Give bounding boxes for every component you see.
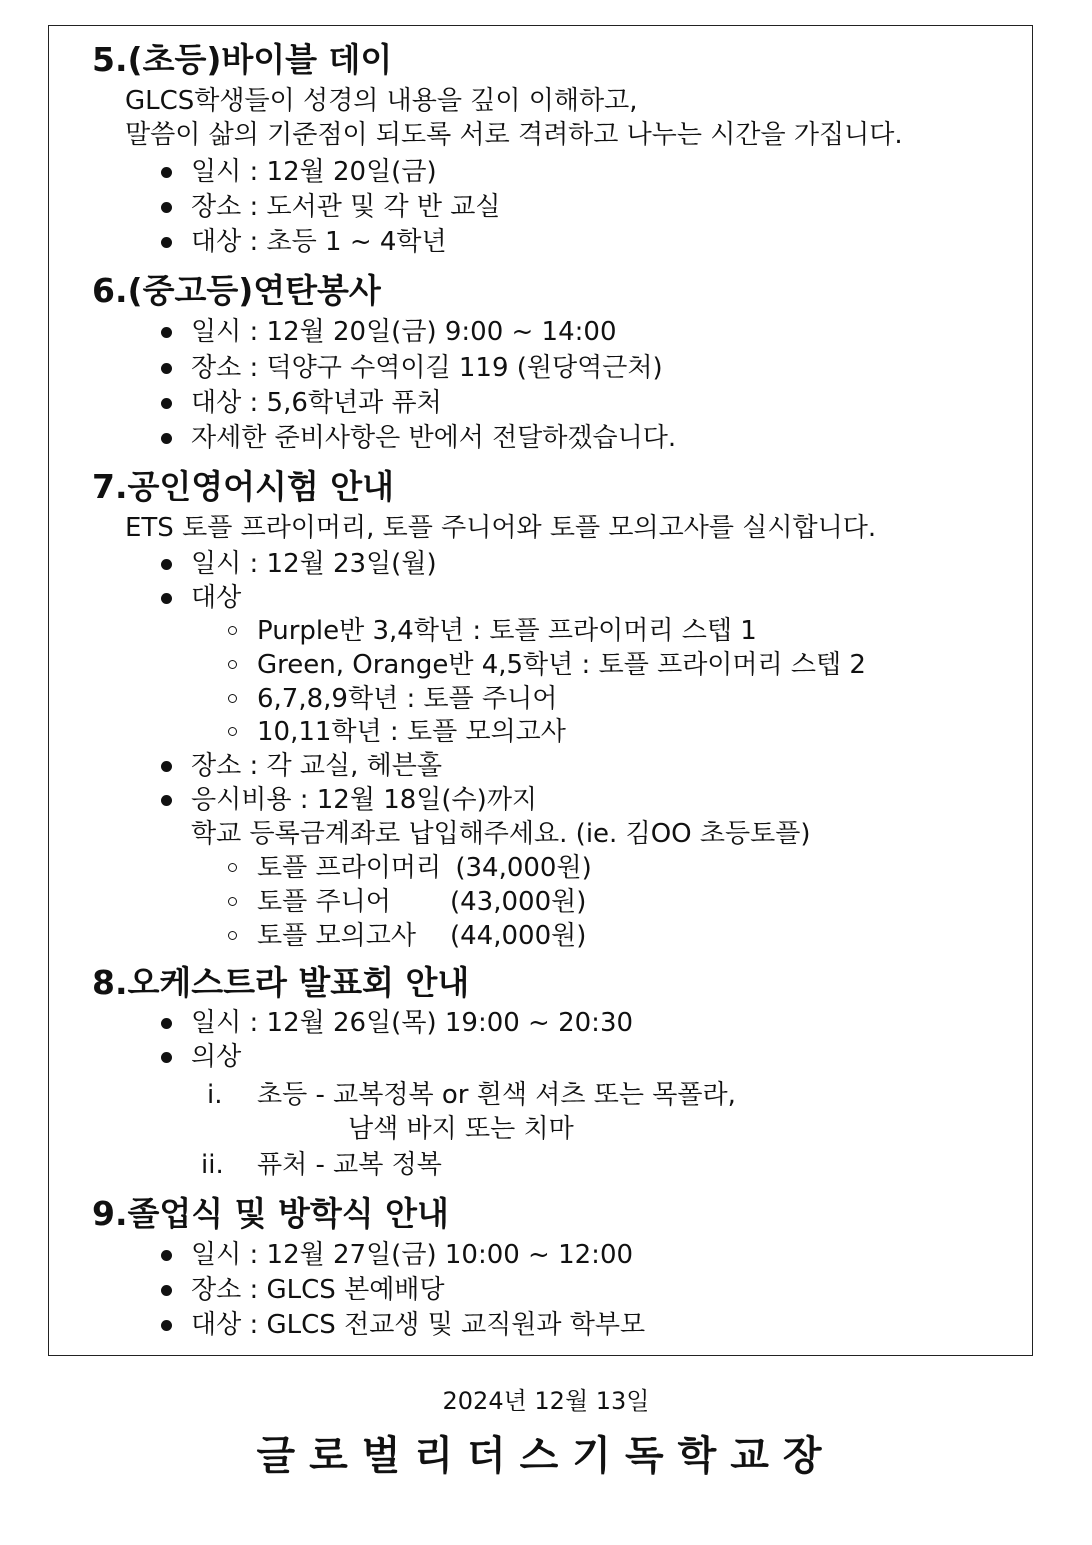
section-7-target-item: 6,7,8,9학년 : 토플 주니어 — [257, 684, 558, 714]
section-7-fee: 응시비용 : 12월 18일(수)까지 — [191, 785, 538, 815]
issue-date: 2024년 12월 13일 — [442, 1387, 650, 1415]
dress-number: i. — [207, 1080, 223, 1110]
section-8-date: 일시 : 12월 26일(목) 19:00 ~ 20:30 — [191, 1008, 634, 1038]
section-6-item: 장소 : 덕양구 수역이길 119 (원당역근처) — [191, 353, 663, 383]
dress-item-continued: 남색 바지 또는 치마 — [348, 1114, 574, 1144]
section-9-title: 9.졸업식 및 방학식 안내 — [92, 1194, 449, 1233]
fee-name: 토플 모의고사 — [257, 921, 416, 951]
principal-signature: 글로벌리더스기독학교장 — [256, 1433, 836, 1479]
section-7-place: 장소 : 각 교실, 헤븐홀 — [191, 751, 443, 781]
section-8-dress: 의상 — [191, 1042, 242, 1072]
dress-item: 초등 - 교복정복 or 흰색 셔츠 또는 목폴라, — [257, 1080, 736, 1110]
section-5-desc-1: GLCS학생들이 성경의 내용을 깊이 이해하고, — [125, 86, 638, 116]
dress-number: ii. — [201, 1150, 224, 1180]
fee-name: 토플 프라이머리 — [257, 853, 442, 883]
fee-price: (44,000원) — [450, 921, 587, 951]
fee-name: 토플 주니어 — [257, 887, 391, 917]
section-7-target-item: Green, Orange반 4,5학년 : 토플 프라이머리 스텝 2 — [257, 650, 866, 680]
section-5-item: 장소 : 도서관 및 각 반 교실 — [191, 192, 501, 222]
section-7-title: 7.공인영어시험 안내 — [92, 467, 395, 506]
section-6-item: 일시 : 12월 20일(금) 9:00 ~ 14:00 — [191, 317, 617, 347]
section-7-fee-note: 학교 등록금계좌로 납입해주세요. (ie. 김OO 초등토플) — [191, 819, 811, 849]
fee-price: (43,000원) — [450, 887, 587, 917]
section-5-item: 일시 : 12월 20일(금) — [191, 157, 437, 187]
section-7-target: 대상 — [191, 583, 242, 613]
section-7-date: 일시 : 12월 23일(월) — [191, 549, 437, 579]
section-6-item: 대상 : 5,6학년과 퓨처 — [191, 388, 442, 418]
section-5-title: 5.(초등)바이블 데이 — [92, 40, 393, 79]
section-9-item: 장소 : GLCS 본예배당 — [191, 1275, 445, 1305]
section-9-item: 대상 : GLCS 전교생 및 교직원과 학부모 — [191, 1310, 646, 1340]
section-7-target-item: Purple반 3,4학년 : 토플 프라이머리 스텝 1 — [257, 616, 757, 646]
dress-item: 퓨처 - 교복 정복 — [257, 1150, 442, 1180]
section-6-title: 6.(중고등)연탄봉사 — [92, 271, 381, 310]
section-5-desc-2: 말씀이 삶의 기준점이 되도록 서로 격려하고 나누는 시간을 가집니다. — [125, 120, 903, 150]
fee-price: (34,000원) — [455, 853, 592, 883]
section-8-title: 8.오케스트라 발표회 안내 — [92, 963, 470, 1002]
section-9-item: 일시 : 12월 27일(금) 10:00 ~ 12:00 — [191, 1240, 634, 1270]
section-7-fee-item — [257, 919, 416, 953]
section-7-desc: ETS 토플 프라이머리, 토플 주니어와 토플 모의고사를 실시합니다. — [125, 513, 877, 543]
section-7-fee-item — [257, 851, 592, 885]
section-5-item: 대상 : 초등 1 ~ 4학년 — [191, 227, 447, 257]
section-6-item: 자세한 준비사항은 반에서 전달하겠습니다. — [191, 423, 677, 453]
section-7-target-item: 10,11학년 : 토플 모의고사 — [257, 717, 566, 747]
section-7-fee-item — [257, 885, 391, 919]
